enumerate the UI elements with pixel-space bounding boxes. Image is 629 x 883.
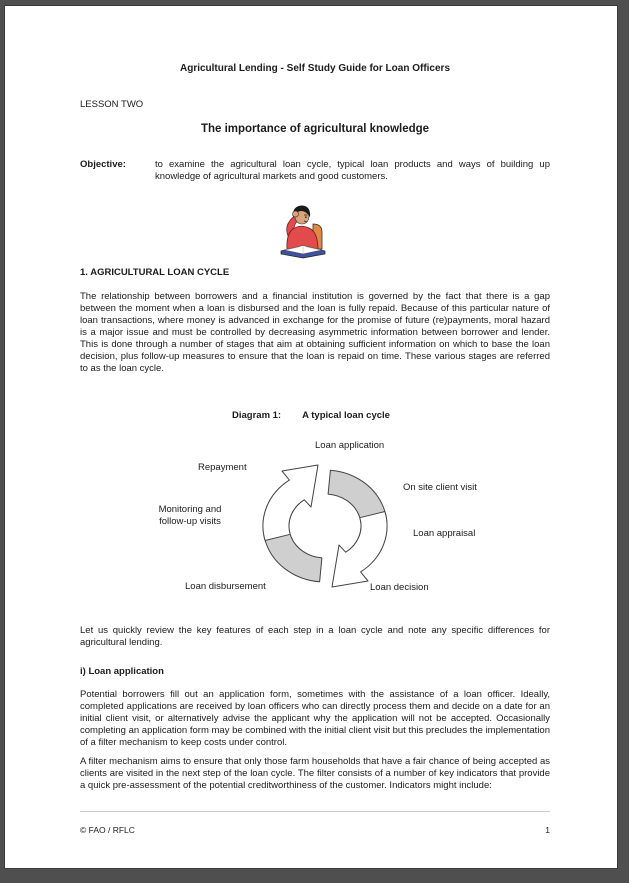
step-label-monitoring-follow-up: Monitoring and follow-up visits [158,504,222,527]
subsection-paragraph-2: A filter mechanism aims to ensure that only those farm households that have a fair chance of being accepted as clients are visited in the next step of the loan cycle. The filter consists of a number of key indicators that provide a quick pre-assessment of the potential creditworthiness of the customer. Indicators might include: [80,756,550,791]
subsection-paragraph-1: Potential borrowers fill out an application form, sometimes with the assistance of a loan officer. Ideally, completed applications are received by loan officers who can directly process them and decide on a date for an initial client visit, or alternatively advise the applicant why the application will not be accepted. Occasionally completing an application form may be combined with the initial client visit but this precludes the implementation of a filter mechanism to keep costs under control. [80,689,550,748]
section-1-heading: 1. AGRICULTURAL LOAN CYCLE [80,267,230,278]
step-label-loan-appraisal: Loan appraisal [413,528,476,539]
step-label-loan-disbursement: Loan disbursement [185,581,266,592]
objective-text: to examine the agricultural loan cycle, typical loan products and ways of building up knowledge of agricultural markets and good customers. [155,159,550,182]
page-number: 1 [545,825,550,835]
footer-divider [80,811,550,812]
document-header-title: Agricultural Lending - Self Study Guide for Loan Officers [179,63,451,74]
cycle-white-arrow-bottom [332,512,387,588]
document-page [4,5,618,869]
lesson-label: LESSON TWO [80,99,144,110]
review-paragraph: Let us quickly review the key features of each step in a loan cycle and note any specific differences for agricultural lending. [80,625,550,648]
step-label-on-site-client-visit: On site client visit [403,482,477,493]
objective-label: Objective: [80,159,126,170]
loan-cycle-diagram [100,438,520,608]
diagram-caption-label: Diagram 1: [232,410,282,421]
diagram-caption [80,410,550,421]
lesson-title: The importance of agricultural knowledge [200,123,430,135]
hand-shape [293,211,299,217]
eye-dot [305,216,307,218]
step-label-loan-application: Loan application [315,440,385,451]
subsection-heading: i) Loan application [80,666,164,677]
cycle-white-arrow-top [263,465,318,541]
diagram-caption-title: A typical loan cycle [302,410,390,421]
footer-copyright: © FAO / RFLC [80,825,135,835]
cycle-arrows-icon [248,451,402,601]
step-label-repayment: Repayment [198,462,247,473]
studying-person-illustration [273,202,337,260]
section-1-intro: The relationship between borrowers and a financial institution is governed by the fact that there is a gap between the moment when a loan is disbursed and the loan is fully repaid. Because of this particular nature of loan transactions, where money is advanced in exchange for the promise of future (re)payments, moral hazard is a major issue and must be controlled by decreasing asymmetric information between borrower and lender. This is done through a number of stages that aim at obtaining sufficient information on which to base the loan decision, plus follow-up measures to ensure that the loan is repaid on time. These various stages are referred to as the loan cycle. [80,291,550,374]
step-label-loan-decision: Loan decision [370,582,429,593]
